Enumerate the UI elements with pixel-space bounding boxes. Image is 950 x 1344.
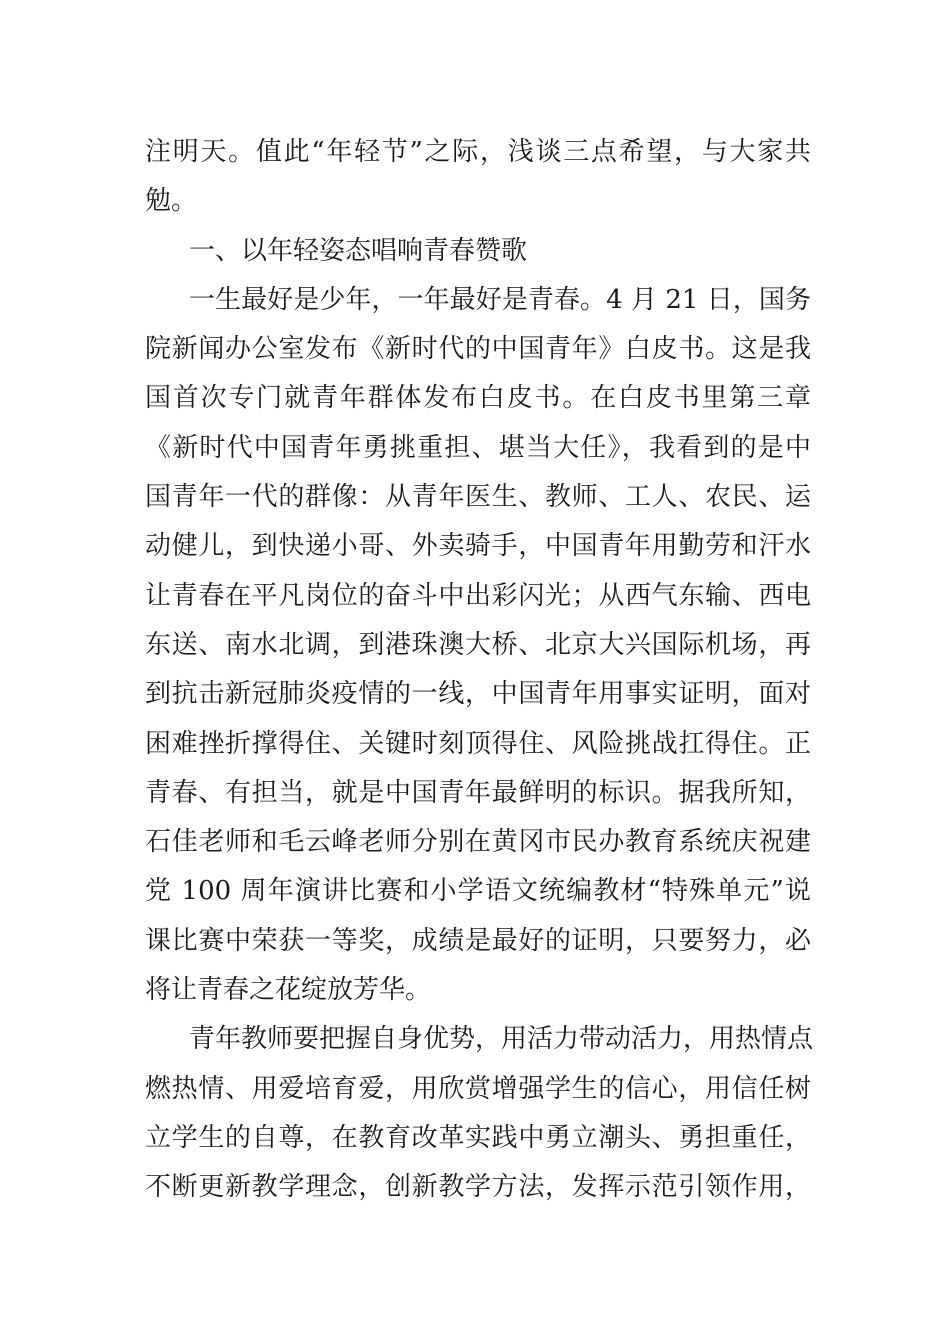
document-body xyxy=(145,128,814,1213)
text-line: 石佳老师和毛云峰老师分别在黄冈市民办教育系统庆祝建 xyxy=(145,827,811,858)
text-line: 动健儿，到快递小哥、外卖骑手，中国青年用勤劳和汗水 xyxy=(145,531,811,562)
text-line: 课比赛中荣获一等奖，成绩是最好的证明，只要努力，必 xyxy=(145,925,811,956)
section-heading: 一、以年轻姿态唱响青春赞歌 xyxy=(189,235,528,266)
text-line: 国青年一代的群像：从青年医生、教师、工人、农民、运 xyxy=(145,482,811,513)
text-line: 注明天。值此“年轻节”之际，浅谈三点希望，与大家共 xyxy=(145,137,811,167)
text-line: 党 100 周年演讲比赛和小学语文统编教材“特殊单元”说 xyxy=(145,876,811,907)
text-line: 困难挫折撑得住、关键时刻顶得住、风险挑战扛得住。正 xyxy=(145,728,811,759)
text-line: 燃热情、用爱培育爱，用欣赏增强学生的信心，用信任树 xyxy=(145,1073,811,1104)
text-line: 让青春在平凡岗位的奋斗中出彩闪光；从西气东输、西电 xyxy=(145,580,811,611)
text-line: 到抗击新冠肺炎疫情的一线，中国青年用事实证明，面对 xyxy=(145,679,811,710)
text-line: 青春、有担当，就是中国青年最鲜明的标识。据我所知， xyxy=(145,777,811,808)
text-line: 勉。 xyxy=(145,186,198,217)
text-line: 国首次专门就青年群体发布白皮书。在白皮书里第三章 xyxy=(145,383,811,414)
text-line: 不断更新教学理念，创新教学方法，发挥示范引领作用， xyxy=(145,1172,811,1203)
text-line: 立学生的自尊，在教育改革实践中勇立潮头、勇担重任， xyxy=(145,1122,811,1153)
text-line: 院新闻办公室发布《新时代的中国青年》白皮书。这是我 xyxy=(145,334,811,365)
text-line: 东送、南水北调，到港珠澳大桥、北京大兴国际机场，再 xyxy=(145,629,811,660)
text-line: 一生最好是少年，一年最好是青春。4 月 21 日，国务 xyxy=(189,284,811,315)
text-line: 青年教师要把握自身优势，用活力带动活力，用热情点 xyxy=(189,1024,814,1055)
text-line: 将让青春之花绽放芳华。 xyxy=(145,975,432,1006)
text-line: 《新时代中国青年勇挑重担、堪当大任》，我看到的是中 xyxy=(145,432,811,463)
